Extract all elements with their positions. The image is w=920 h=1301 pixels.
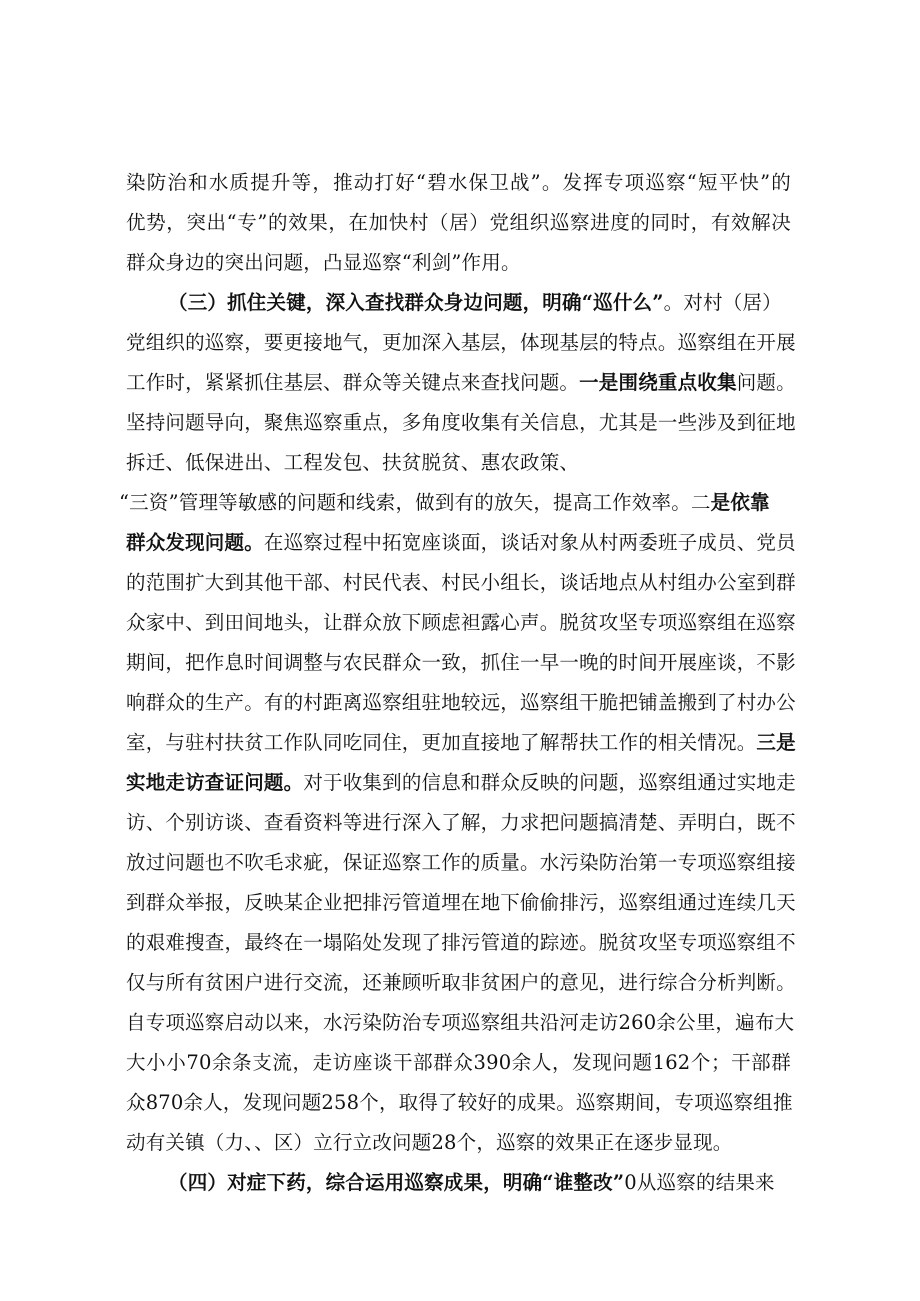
text-line: 动有关镇（力、、区）立行立改问题28个，巡察的效果正在逐步显现。 [126,1131,733,1154]
bold-point: 实地走访查证问题。 [126,771,304,794]
bold-point: 是依靠 [710,491,770,514]
text-line: 优势，突出“专”的效果，在加快村（居）党组织巡察进度的同时，有效解决 [126,211,791,234]
text-line: 期间，把作息时间调整与农民群众一致，抓住一早一晚的时间开展座谈，不影 [126,651,796,674]
section-heading-3: （三）抓住关键，深入查找群众身边问题，明确“巡什么”。对村（居） [168,291,782,314]
text-line: 自专项巡察启动以来，水污染防治专项巡察组共沿河走访260余公里，遍布大 [126,1011,795,1034]
text-line: 群众身边的突出问题，凸显巡察“利剑”作用。 [126,251,521,274]
text-line: 党组织的巡察，要更接地气，更加深入基层，体现基层的特点。巡察组在开展 [126,331,796,354]
text-line: 的范围扩大到其他干部、村民代表、村民小组长，谈话地点从村组办公室到群 [126,571,796,594]
bold-heading: （三）抓住关键，深入查找群众身边问题，明确“巡什么” [168,291,664,314]
text-line: 室，与驻村扶贫工作队同吃同住，更加直接地了解帮扶工作的相关情况。三是 [126,731,796,754]
text-line: 众家中、到田间地头，让群众放下顾虑袒露心声。脱贫攻坚专项巡察组在巡察 [126,611,796,634]
text-line: 仅与所有贫困户进行交流，还兼顾听取非贫困户的意见，进行综合分析判断。 [126,971,796,994]
text-line: 实地走访查证问题。对于收集到的信息和群众反映的问题，巡察组通过实地走 [126,771,796,794]
text-line: 拆迁、低保进出、工程发包、扶贫脱贫、惠农政策、 [126,451,580,474]
bold-point: 一是围绕重点收集 [579,371,737,394]
text-line: 染防治和水质提升等，推动打好“碧水保卫战”。发挥专项巡察“短平快”的 [126,171,791,194]
text-line: 群众发现问题。在巡察过程中拓宽座谈面，谈话对象从村两委班子成员、党员 [126,531,796,554]
text-line: 到群众举报，反映某企业把排污管道埋在地下偷偷排污，巡察组通过连续几天 [126,891,796,914]
text-line: 响群众的生产。有的村距离巡察组驻地较远，巡察组干脆把铺盖搬到了村办公 [126,691,796,714]
bold-point: 群众发现问题。 [126,531,264,554]
text-line: 众870余人，发现问题258个，取得了较好的成果。巡察期间，专项巡察组推 [126,1091,793,1114]
bold-heading: （四）对症下药，综合运用巡察成果，明确“谁整改” [168,1171,625,1194]
text-line: 的艰难搜查，最终在一塌陷处发现了排污管道的踪迹。脱贫攻坚专项巡察组不 [126,931,796,954]
text-line: 访、个别访谈、查看资料等进行深入了解，力求把问题搞清楚、弄明白，既不 [126,811,796,834]
section-heading-4: （四）对症下药，综合运用巡察成果，明确“谁整改”0从巡察的结果来 [168,1171,775,1194]
text-line: 放过问题也不吹毛求疵，保证巡察工作的质量。水污染防治第一专项巡察组接 [126,851,796,874]
bold-point: 三是 [756,731,796,754]
text-line: “三资”管理等敏感的问题和线索，做到有的放矢，提高工作效率。二是依靠 [119,491,770,514]
text-line: 工作时，紧紧抓住基层、群众等关键点来查找问题。一是围绕重点收集问题。 [126,371,796,394]
text-line: 坚持问题导向，聚焦巡察重点，多角度收集有关信息，尤其是一些涉及到征地 [126,411,796,434]
text-line: 大小小70余条支流，走访座谈干部群众390余人，发现问题162个；干部群 [126,1051,791,1074]
